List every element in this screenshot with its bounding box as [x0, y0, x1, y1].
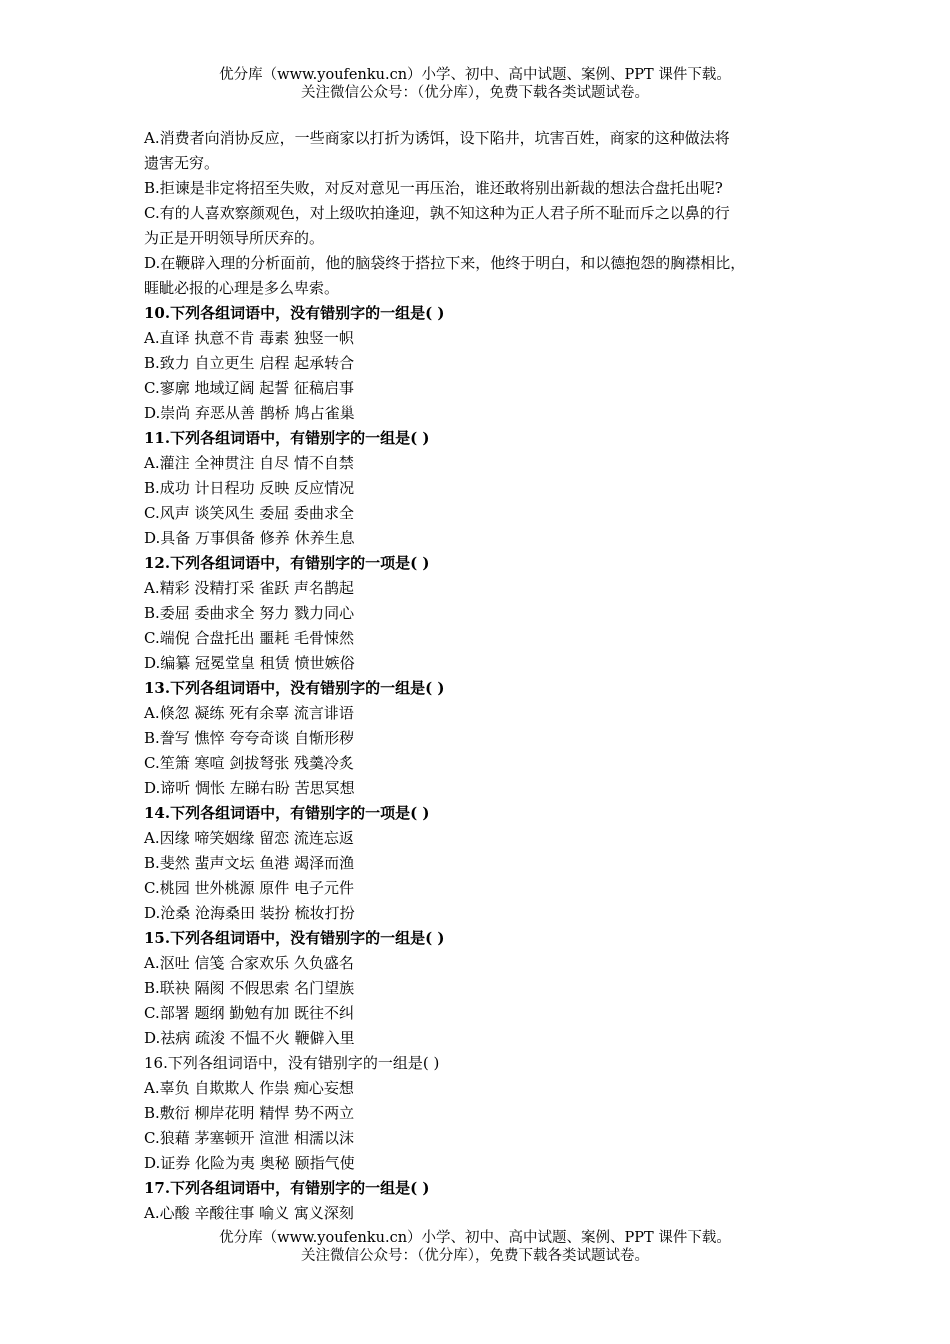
header-line-1: 优分库（www.youfenku.cn）小学、初中、高中试题、案例、PPT 课件下载。 [219, 67, 731, 83]
question-10-option-b: B.致力 自立更生 启程 起承转合 [144, 354, 355, 372]
prev-option-a-line2: 遗害无穷。 [144, 154, 220, 172]
prev-option-b: B.拒谏是非定将招至失败，对反对意见一再压治，谁还敢将别出新裁的想法合盘托出呢? [144, 179, 723, 197]
question-14-stem: 14.下列各组词语中，有错别字的一项是( ) [144, 804, 430, 822]
footer-line-2: 关注微信公众号：（优分库），免费下载各类试题试卷。 [301, 1248, 649, 1264]
question-14-option-c: C.桃园 世外桃源 原件 电子元件 [144, 879, 355, 897]
prev-option-d-line2: 睚眦必报的心理是多么卑索。 [144, 279, 340, 297]
question-10-option-d: D.崇尚 弃恶从善 鹊桥 鸠占雀巢 [144, 404, 355, 422]
header-line-2: 关注微信公众号：（优分库），免费下载各类试题试卷。 [301, 85, 649, 101]
prev-option-c-line1: C.有的人喜欢察颜观色，对上级吹拍逢迎，孰不知这种为正人君子所不耻而斥之以鼻的行 [144, 204, 730, 222]
question-12-option-d: D.编纂 冠冕堂皇 租赁 愤世嫉俗 [144, 654, 355, 672]
prev-option-a-line1: A.消费者向消协反应，一些商家以打折为诱饵，设下陷井，坑害百姓，商家的这种做法将 [144, 129, 730, 147]
question-12-option-a: A.精彩 没精打采 雀跃 声名鹊起 [144, 579, 354, 597]
question-15-stem: 15.下列各组词语中，没有错别字的一组是( ) [144, 929, 445, 947]
page-header [0, 66, 950, 102]
question-11-option-c: C.风声 谈笑风生 委屈 委曲求全 [144, 504, 355, 522]
question-11-option-b: B.成功 计日程功 反映 反应情况 [144, 479, 355, 497]
question-13-option-a: A.倏忽 凝练 死有余辜 流言诽语 [144, 704, 354, 722]
question-11-option-a: A.灌注 全神贯注 自尽 情不自禁 [144, 454, 354, 472]
question-13-option-b: B.誊写 憔悴 夸夸奇谈 自惭形秽 [144, 729, 355, 747]
question-15-option-c: C.部署 题纲 勤勉有加 既往不纠 [144, 1004, 355, 1022]
question-10-option-c: C.寥廓 地域辽阔 起誓 征稿启事 [144, 379, 355, 397]
document-body [144, 126, 824, 1226]
question-13-option-d: D.谛听 惆怅 左睇右盼 苦思冥想 [144, 779, 355, 797]
question-14-option-b: B.斐然 蜚声文坛 鱼港 竭泽而渔 [144, 854, 355, 872]
question-14-option-a: A.因缘 啼笑姻缘 留恋 流连忘返 [144, 829, 354, 847]
question-15-option-d: D.祛病 疏浚 不愠不火 鞭僻入里 [144, 1029, 355, 1047]
footer-line-1: 优分库（www.youfenku.cn）小学、初中、高中试题、案例、PPT 课件下载。 [219, 1230, 731, 1246]
question-10-stem: 10.下列各组词语中，没有错别字的一组是( ) [144, 304, 445, 322]
question-12-option-c: C.端倪 合盘托出 噩耗 毛骨悚然 [144, 629, 355, 647]
question-10-option-a: A.直译 执意不肯 毒素 独竖一帜 [144, 329, 354, 347]
question-17-stem: 17.下列各组词语中，有错别字的一组是( ) [144, 1179, 430, 1197]
question-11-stem: 11.下列各组词语中，有错别字的一组是( ) [144, 429, 430, 447]
prev-option-d-line1: D.在鞭辟入理的分析面前，他的脑袋终于搭拉下来，他终于明白，和以德抱怨的胸襟相比， [144, 254, 746, 272]
question-12-option-b: B.委屈 委曲求全 努力 戮力同心 [144, 604, 355, 622]
prev-option-c-line2: 为正是开明领导所厌弃的。 [144, 229, 325, 247]
question-12-stem: 12.下列各组词语中，有错别字的一项是( ) [144, 554, 430, 572]
question-13-option-c: C.笙箫 寒喧 剑拔弩张 残羹冷炙 [144, 754, 355, 772]
question-16-option-d: D.证券 化险为夷 奥秘 颐指气使 [144, 1154, 355, 1172]
question-16-option-c: C.狼藉 茅塞顿开 渲泄 相濡以沫 [144, 1129, 355, 1147]
question-17-option-a: A.心酸 辛酸往事 喻义 寓义深刻 [144, 1204, 354, 1222]
question-16-option-a: A.辜负 自欺欺人 作祟 痴心妄想 [144, 1079, 354, 1097]
question-11-option-d: D.具备 万事俱备 修养 休养生息 [144, 529, 355, 547]
question-13-stem: 13.下列各组词语中，没有错别字的一组是( ) [144, 679, 445, 697]
question-16-option-b: B.敷衍 柳岸花明 精悍 势不两立 [144, 1104, 355, 1122]
question-15-option-a: A.沤吐 信笺 合家欢乐 久负盛名 [144, 954, 354, 972]
question-16-stem: 16.下列各组词语中，没有错别字的一组是( ) [144, 1054, 440, 1072]
page-footer [0, 1229, 950, 1265]
question-15-option-b: B.联袂 隔阂 不假思索 名门望族 [144, 979, 355, 997]
question-14-option-d: D.沧桑 沧海桑田 装扮 梳妆打扮 [144, 904, 355, 922]
